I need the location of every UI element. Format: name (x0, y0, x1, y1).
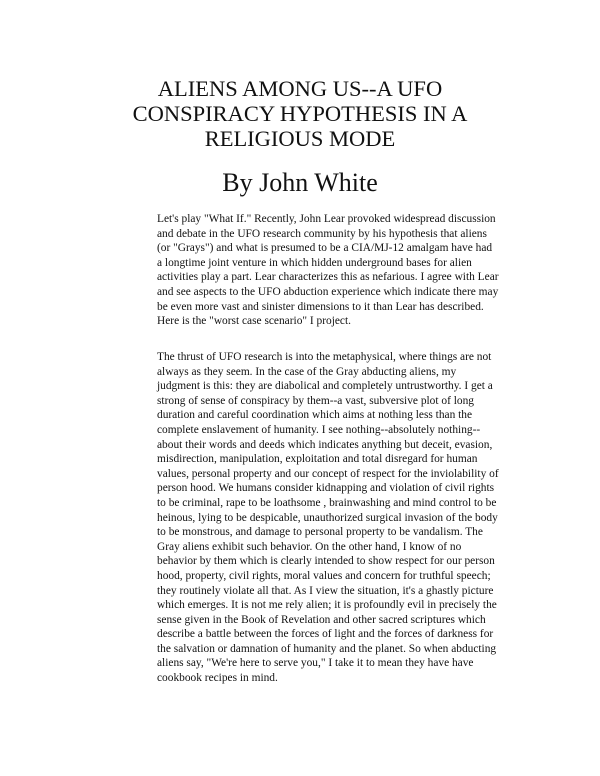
paragraph-line: complete enslavement of humanity. I see nothing--absolutely nothing-- (157, 423, 481, 436)
paragraph-line: duration and careful coordination which aims at nothing less than the (157, 409, 473, 422)
author-byline: By John White (222, 168, 378, 197)
paragraph-line: they routinely violate all that. As I view the situation, it's a ghastly picture (157, 584, 494, 597)
title-line: ALIENS AMONG US--A UFO (157, 76, 443, 101)
paragraph-line: Gray aliens exhibit such behavior. On the other hand, I know of no (157, 540, 462, 553)
paragraph-line: which emerges. It is not me rely alien; it is profoundly evil in precisely the (157, 599, 497, 612)
paragraph-line: strong of sense of conspiracy by them--a vast, subversive plot of long (157, 394, 474, 407)
paragraph-line: be even more vast and sinister dimensions to it than Lear has described. (157, 300, 484, 313)
paragraph-line: about their words and deeds which indicates anything but deceit, evasion, (157, 438, 493, 451)
paragraph-line: hood, property, civil rights, moral values and concern for truthful speech; (157, 569, 491, 582)
body-paragraph (157, 212, 517, 329)
paragraph-line: to be criminal, rape to be loathsome , brainwashing and mind control to be (157, 496, 497, 509)
paragraph-line: The thrust of UFO research is into the metaphysical, where things are not (157, 351, 492, 363)
paragraph-line: a longtime joint venture in which hidden underground bases for alien (157, 256, 472, 269)
paragraph-line: always as they seem. In the case of the Gray abducting aliens, my (157, 365, 457, 378)
paragraph-line: sense given in the Book of Revelation and other sacred scriptures which (157, 613, 486, 626)
paragraph-line: Let's play "What If." Recently, John Lear provoked widespread discussion (157, 213, 496, 225)
paragraph-line: cookbook recipes in mind. (157, 672, 278, 685)
title-line: CONSPIRACY HYPOTHESIS IN A (132, 101, 468, 126)
paragraph-line: misdirection, manipulation, exploitation and total disregard for human (157, 453, 478, 466)
paragraph-line: describe a battle between the forces of light and the forces of darkness for (157, 628, 494, 641)
title-line: RELIGIOUS MODE (204, 126, 396, 151)
paragraph-line: to be monstrous, and damage to personal property to be vandalism. The (157, 526, 483, 539)
paragraph-line: aliens say, "We're here to serve you," I take it to mean they have have (157, 657, 474, 670)
paragraph-line: the salvation or damnation of humanity and the planet. So when abducting (157, 642, 497, 655)
paragraph-line: heinous, lying to be despicable, unauthorized surgical invasion of the body (157, 511, 498, 524)
paragraph-line: (or "Grays") and what is presumed to be a CIA/MJ-12 amalgam have had (157, 242, 493, 255)
paragraph-line: person hood. We humans consider kidnapping and violation of civil rights (157, 482, 495, 495)
document-title (100, 76, 500, 151)
paragraph-line: activities play a part. Lear characterizes this as nefarious. I agree with Lear (157, 271, 499, 284)
paragraph-line: behavior by them which is clearly intended to show respect for our person (157, 555, 495, 568)
paragraph-line: judgment is this: they are diabolical and completely untrustworthy. I get a (157, 380, 493, 393)
body-paragraph (157, 350, 517, 686)
paragraph-line: and debate in the UFO research community by his hypothesis that aliens (157, 227, 487, 240)
paragraph-line: Here is the "worst case scenario" I project. (157, 315, 352, 328)
paragraph-line: and see aspects to the UFO abduction experience which indicate there may (157, 285, 499, 298)
paragraph-line: values, personal property and our concept of respect for the inviolability of (157, 467, 499, 480)
